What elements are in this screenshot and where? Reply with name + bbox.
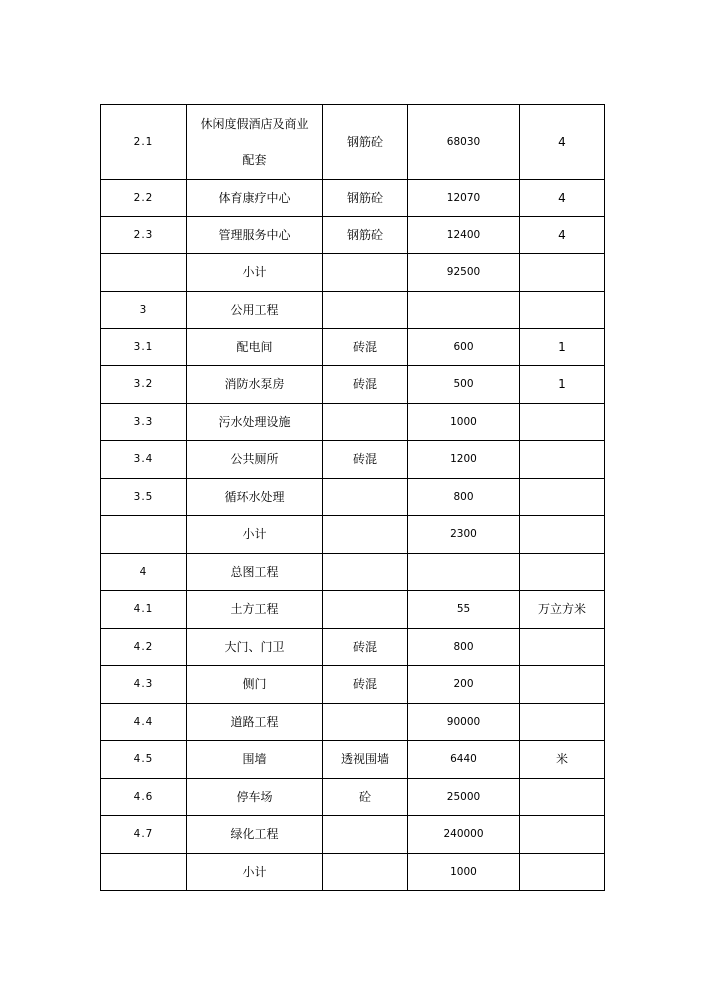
structure-type: 砖混 (323, 629, 408, 666)
row-number: 3 (101, 292, 187, 329)
row-number: 3.1 (101, 329, 187, 366)
quantity-value (520, 441, 605, 479)
table-row (101, 816, 605, 854)
table-row (101, 629, 605, 666)
row-number: 4.6 (101, 779, 187, 816)
quantity-value: 1 (520, 366, 605, 404)
amount-value: 240000 (408, 816, 520, 854)
quantity-value: 万立方米 (520, 591, 605, 629)
structure-type: 砖混 (323, 441, 408, 479)
quantity-value (520, 704, 605, 741)
row-number: 2.2 (101, 180, 187, 217)
quantity-value: 4 (520, 105, 605, 180)
structure-type (323, 591, 408, 629)
row-number: 4.2 (101, 629, 187, 666)
amount-value: 2300 (408, 516, 520, 554)
item-name: 管理服务中心 (187, 217, 323, 254)
quantity-value (520, 666, 605, 704)
item-name: 大门、门卫 (187, 629, 323, 666)
quantity-value (520, 629, 605, 666)
amount-value (408, 554, 520, 591)
table-row (101, 741, 605, 779)
item-name: 道路工程 (187, 704, 323, 741)
row-number: 3.3 (101, 404, 187, 441)
item-name: 侧门 (187, 666, 323, 704)
item-name: 循环水处理 (187, 479, 323, 516)
item-name: 小计 (187, 516, 323, 554)
amount-value (408, 292, 520, 329)
table-row (101, 554, 605, 591)
table-row (101, 217, 605, 254)
table-row (101, 254, 605, 292)
project-table (100, 104, 605, 891)
structure-type: 砖混 (323, 366, 408, 404)
item-name: 污水处理设施 (187, 404, 323, 441)
row-number: 3.5 (101, 479, 187, 516)
quantity-value: 1 (520, 329, 605, 366)
structure-type (323, 292, 408, 329)
amount-value: 55 (408, 591, 520, 629)
table-row (101, 479, 605, 516)
item-name: 停车场 (187, 779, 323, 816)
structure-type: 透视围墙 (323, 741, 408, 779)
item-name-line: 配套 (242, 153, 267, 167)
amount-value: 1200 (408, 441, 520, 479)
structure-type (323, 816, 408, 854)
amount-value: 500 (408, 366, 520, 404)
quantity-value (520, 779, 605, 816)
row-number: 2.3 (101, 217, 187, 254)
amount-value: 200 (408, 666, 520, 704)
table-row (101, 854, 605, 891)
item-name: 小计 (187, 854, 323, 891)
quantity-value: 4 (520, 217, 605, 254)
row-number (101, 854, 187, 891)
item-name-line: 休闲度假酒店及商业 (200, 117, 309, 131)
quantity-value: 米 (520, 741, 605, 779)
table-row (101, 779, 605, 816)
structure-type: 砖混 (323, 329, 408, 366)
quantity-value (520, 554, 605, 591)
row-number: 2.1 (101, 105, 187, 180)
table-row (101, 366, 605, 404)
item-name: 总图工程 (187, 554, 323, 591)
table-row (101, 441, 605, 479)
structure-type: 砖混 (323, 666, 408, 704)
structure-type: 钢筋砼 (323, 180, 408, 217)
row-number: 3.4 (101, 441, 187, 479)
row-number: 4 (101, 554, 187, 591)
quantity-value (520, 816, 605, 854)
row-number: 4.4 (101, 704, 187, 741)
structure-type (323, 704, 408, 741)
row-number (101, 254, 187, 292)
structure-type: 钢筋砼 (323, 217, 408, 254)
table-row (101, 516, 605, 554)
item-name: 土方工程 (187, 591, 323, 629)
table-row (101, 404, 605, 441)
item-name: 小计 (187, 254, 323, 292)
table-row (101, 105, 605, 180)
amount-value: 25000 (408, 779, 520, 816)
amount-value: 600 (408, 329, 520, 366)
quantity-value: 4 (520, 180, 605, 217)
structure-type (323, 479, 408, 516)
table-row (101, 591, 605, 629)
structure-type (323, 404, 408, 441)
structure-type (323, 854, 408, 891)
amount-value: 68030 (408, 105, 520, 180)
item-name: 围墙 (187, 741, 323, 779)
quantity-value (520, 516, 605, 554)
item-name: 配电间 (187, 329, 323, 366)
quantity-value (520, 292, 605, 329)
row-number: 4.3 (101, 666, 187, 704)
structure-type: 钢筋砼 (323, 105, 408, 180)
table-row (101, 292, 605, 329)
row-number: 4.5 (101, 741, 187, 779)
item-name: 绿化工程 (187, 816, 323, 854)
quantity-value (520, 404, 605, 441)
structure-type (323, 516, 408, 554)
amount-value: 1000 (408, 404, 520, 441)
amount-value: 1000 (408, 854, 520, 891)
quantity-value (520, 254, 605, 292)
row-number: 4.7 (101, 816, 187, 854)
structure-type (323, 554, 408, 591)
amount-value: 800 (408, 479, 520, 516)
amount-value: 92500 (408, 254, 520, 292)
item-name: 公共厕所 (187, 441, 323, 479)
item-name: 消防水泵房 (187, 366, 323, 404)
quantity-value (520, 854, 605, 891)
amount-value: 12070 (408, 180, 520, 217)
row-number (101, 516, 187, 554)
amount-value: 90000 (408, 704, 520, 741)
structure-type (323, 254, 408, 292)
amount-value: 6440 (408, 741, 520, 779)
quantity-value (520, 479, 605, 516)
amount-value: 800 (408, 629, 520, 666)
item-name: 公用工程 (187, 292, 323, 329)
row-number: 3.2 (101, 366, 187, 404)
table-row (101, 704, 605, 741)
table-row (101, 329, 605, 366)
table-row (101, 666, 605, 704)
row-number: 4.1 (101, 591, 187, 629)
structure-type: 砼 (323, 779, 408, 816)
item-name: 体育康疗中心 (187, 180, 323, 217)
table-row (101, 180, 605, 217)
item-name (187, 105, 323, 180)
amount-value: 12400 (408, 217, 520, 254)
